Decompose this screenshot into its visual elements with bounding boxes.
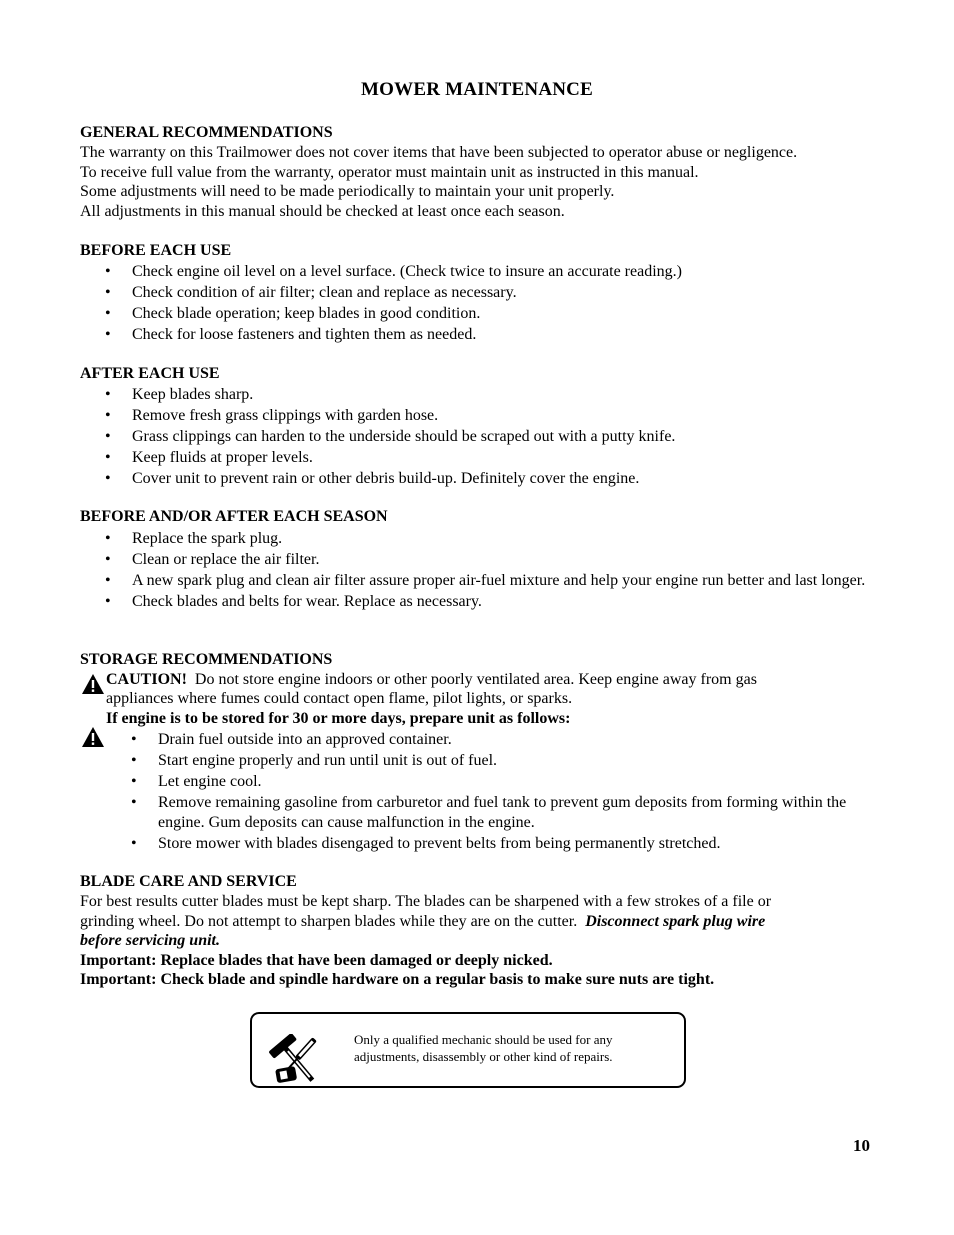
blade-line: For best results cutter blades must be kept sharp. The blades can be sharpened with a few strokes of a file or xyxy=(80,893,772,910)
before-use-list xyxy=(80,262,870,346)
tools-icon xyxy=(264,1034,328,1086)
list-item: • Grass clippings can harden to the underside should be scraped out with a putty knife. xyxy=(80,427,870,447)
general-line: All adjustments in this manual should be checked at least once each season. xyxy=(80,202,565,220)
general-line: To receive full value from the warranty, operator must maintain unit as instructed in this manual. xyxy=(80,163,699,181)
storage-prepare: If engine is to be stored for 30 or more days, prepare unit as follows: xyxy=(106,710,571,727)
blade-line-text: grinding wheel. Do not attempt to sharpen blades while they are on the cutter. xyxy=(80,912,578,930)
season-heading: BEFORE AND/OR AFTER EACH SEASON xyxy=(80,508,388,525)
caution-label: CAUTION! xyxy=(106,671,187,688)
after-use-list xyxy=(80,385,870,490)
storage-list xyxy=(80,730,870,855)
caution-text: Do not store engine indoors or other poorly ventilated area. Keep engine away from gas xyxy=(194,671,757,688)
list-item: • Remove remaining gasoline from carburetor and fuel tank to prevent gum deposits from forming within the engine. Gum deposits can cause malfunction in the engine. xyxy=(80,793,870,832)
list-item: • Start engine properly and run until unit is out of fuel. xyxy=(80,751,870,771)
page-number: 10 xyxy=(853,1136,870,1155)
list-item: • Check for loose fasteners and tighten them as needed. xyxy=(80,325,870,345)
blade-heading: BLADE CARE AND SERVICE xyxy=(80,873,297,890)
general-line: Some adjustments will need to be made periodically to maintain your unit properly. xyxy=(80,183,615,201)
season-list xyxy=(80,529,870,613)
important-note: Important: Replace blades that have been damaged or deeply nicked. xyxy=(80,951,553,969)
caution-text-cont: appliances where fumes could contact open flame, pilot lights, or sparks. xyxy=(106,690,573,707)
important-note: Important: Check blade and spindle hardware on a regular basis to make sure nuts are tight. xyxy=(80,971,715,989)
list-item: • Clean or replace the air filter. xyxy=(80,550,870,570)
blade-text xyxy=(80,892,771,990)
list-item: • Keep fluids at proper levels. xyxy=(80,448,870,468)
blade-line xyxy=(80,912,771,932)
list-item: • Check blade operation; keep blades in good condition. xyxy=(80,304,870,324)
general-heading: GENERAL RECOMMENDATIONS xyxy=(80,124,333,141)
list-item: • A new spark plug and clean air filter assure proper air-fuel mixture and help your engine run better and last longer. xyxy=(80,571,870,591)
list-item: • Remove fresh grass clippings with garden hose. xyxy=(80,406,870,426)
storage-heading: STORAGE RECOMMENDATIONS xyxy=(80,651,333,668)
list-item: • Keep blades sharp. xyxy=(80,385,870,405)
page-title: MOWER MAINTENANCE xyxy=(361,79,593,100)
list-item: • Let engine cool. xyxy=(80,772,870,792)
general-text xyxy=(80,143,797,221)
caution-line xyxy=(106,670,757,690)
notice-text: Only a qualified mechanic should be used for any adjustments, disassembly or other kind of repairs. xyxy=(354,1032,613,1064)
blade-emphasis: Disconnect spark plug wire xyxy=(585,912,766,930)
list-item: • Cover unit to prevent rain or other debris build-up. Definitely cover the engine. xyxy=(80,469,870,489)
warning-icon xyxy=(81,673,105,695)
list-item: • Drain fuel outside into an approved container. xyxy=(80,730,870,750)
list-item: • Check blades and belts for wear. Replace as necessary. xyxy=(80,592,870,612)
blade-emphasis-cont: before servicing unit. xyxy=(80,932,220,950)
general-line: The warranty on this Trailmower does not cover items that have been subjected to operator abuse or negligence. xyxy=(80,144,798,161)
list-item: • Store mower with blades disengaged to prevent belts from being permanently stretched. xyxy=(80,834,870,854)
list-item: • Check condition of air filter; clean and replace as necessary. xyxy=(80,283,870,303)
list-item: • Check engine oil level on a level surface. (Check twice to insure an accurate reading.) xyxy=(80,262,870,282)
mechanic-notice-box xyxy=(250,1012,686,1088)
before-use-heading: BEFORE EACH USE xyxy=(80,242,232,259)
list-item: • Replace the spark plug. xyxy=(80,529,870,549)
after-use-heading: AFTER EACH USE xyxy=(80,365,220,382)
